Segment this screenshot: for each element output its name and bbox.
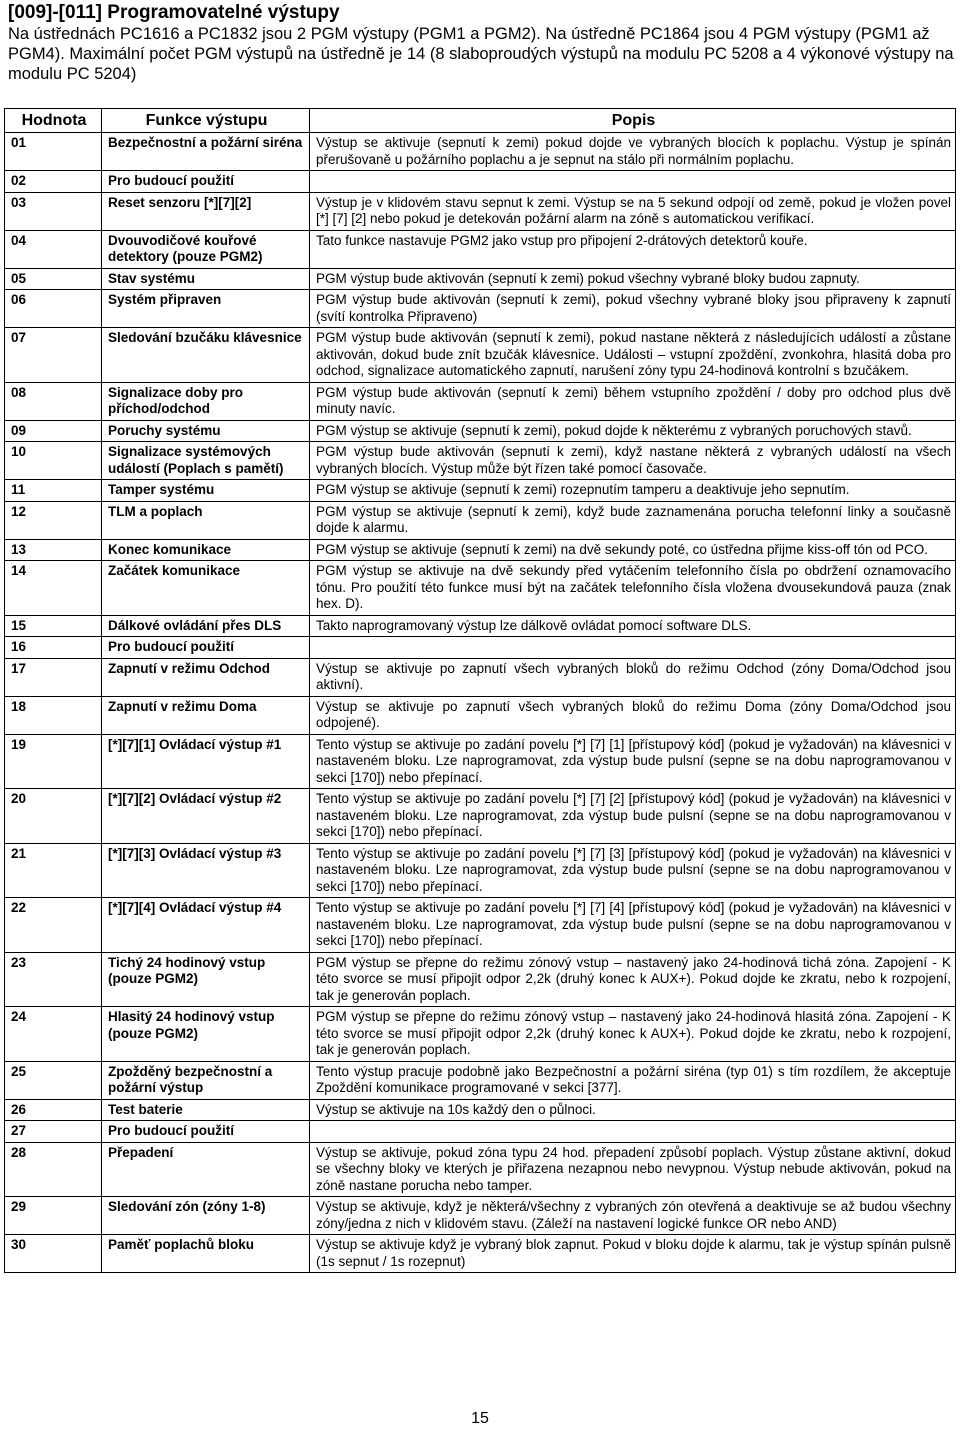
cell-description: PGM výstup se aktivuje (sepnutí k zemi) rozepnutím tamperu a deaktivuje jeho sepnutím.	[310, 480, 956, 502]
cell-function: [*][7][2] Ovládací výstup #2	[102, 789, 310, 844]
cell-value: 19	[5, 734, 102, 789]
header-hodnota: Hodnota	[5, 109, 102, 133]
cell-function: Reset senzoru [*][7][2]	[102, 192, 310, 230]
cell-function: Konec komunikace	[102, 539, 310, 561]
cell-description: Tento výstup se aktivuje po zadání povelu [*] [7] [4] [přístupový kód] (pokud je vyžadován) na klávesnici v nastaveném bloku. Lze naprogramovat, zda výstup bude pulsní (sepne se na dobu naprogramovanou v sekci [170]) nebo přepínací.	[310, 898, 956, 953]
cell-value: 03	[5, 192, 102, 230]
cell-function: Zapnutí v režimu Odchod	[102, 658, 310, 696]
table-row	[5, 420, 956, 442]
cell-value: 22	[5, 898, 102, 953]
cell-description: PGM výstup bude aktivován (sepnutí k zemi) během vstupního zpoždění / doby pro odchod plus dvě minuty navíc.	[310, 382, 956, 420]
header-popis: Popis	[310, 109, 956, 133]
cell-value: 18	[5, 696, 102, 734]
cell-function: Přepadení	[102, 1142, 310, 1197]
cell-description: PGM výstup se aktivuje na dvě sekundy před vytáčením telefonního čísla po obdržení oznamovacího tónu. Pro použití této funkce musí být na začátek telefonního čísla vložena dvousekundová pauza (znak hex. D).	[310, 561, 956, 616]
table-row	[5, 843, 956, 898]
cell-description	[310, 171, 956, 193]
table-row	[5, 1235, 956, 1273]
cell-description: Tento výstup se aktivuje po zadání povelu [*] [7] [3] [přístupový kód] (pokud je vyžadován) na klávesnici v nastaveném bloku. Lze naprogramovat, zda výstup bude pulsní (sepne se na dobu naprogramovanou v sekci [170]) nebo přepínací.	[310, 843, 956, 898]
cell-function: Pro budoucí použití	[102, 171, 310, 193]
cell-function: Dvouvodičové kouřové detektory (pouze PGM2)	[102, 230, 310, 268]
cell-function: TLM a poplach	[102, 501, 310, 539]
cell-description: Výstup se aktivuje na 10s každý den o půlnoci.	[310, 1099, 956, 1121]
cell-function: [*][7][4] Ovládací výstup #4	[102, 898, 310, 953]
cell-description: PGM výstup se aktivuje (sepnutí k zemi) na dvě sekundy poté, co ústředna přijme kiss-off tón od PCO.	[310, 539, 956, 561]
cell-value: 29	[5, 1197, 102, 1235]
table-header-row	[5, 109, 956, 133]
cell-function: Začátek komunikace	[102, 561, 310, 616]
header-funkce: Funkce výstupu	[102, 109, 310, 133]
cell-value: 14	[5, 561, 102, 616]
table-row	[5, 1099, 956, 1121]
cell-value: 27	[5, 1121, 102, 1143]
cell-value: 04	[5, 230, 102, 268]
table-row	[5, 1197, 956, 1235]
table-row	[5, 1142, 956, 1197]
cell-function: Bezpečnostní a požární siréna	[102, 133, 310, 171]
cell-function: Systém připraven	[102, 290, 310, 328]
cell-value: 11	[5, 480, 102, 502]
cell-value: 23	[5, 952, 102, 1007]
cell-function: Sledování bzučáku klávesnice	[102, 328, 310, 383]
table-row	[5, 268, 956, 290]
table-row	[5, 615, 956, 637]
cell-value: 21	[5, 843, 102, 898]
page-number: 15	[471, 1410, 489, 1427]
cell-value: 20	[5, 789, 102, 844]
table-row	[5, 480, 956, 502]
cell-function: Stav systému	[102, 268, 310, 290]
cell-value: 10	[5, 442, 102, 480]
cell-value: 06	[5, 290, 102, 328]
table-row	[5, 501, 956, 539]
table-row	[5, 1061, 956, 1099]
cell-description: PGM výstup se aktivuje (sepnutí k zemi), pokud dojde k některému z vybraných poruchových stavů.	[310, 420, 956, 442]
cell-value: 08	[5, 382, 102, 420]
cell-value: 13	[5, 539, 102, 561]
cell-description: Výstup je v klidovém stavu sepnut k zemi. Výstup se na 5 sekund odpojí od země, pokud je vložen povel [*] [7] [2] nebo pokud je detekován požární alarm na zóně s automatickou verifikací.	[310, 192, 956, 230]
cell-function: Test baterie	[102, 1099, 310, 1121]
cell-value: 09	[5, 420, 102, 442]
cell-description: Tato funkce nastavuje PGM2 jako vstup pro připojení 2-drátových detektorů kouře.	[310, 230, 956, 268]
table-row	[5, 382, 956, 420]
cell-function: [*][7][1] Ovládací výstup #1	[102, 734, 310, 789]
table-row	[5, 133, 956, 171]
intro-paragraph: Na ústřednách PC1616 a PC1832 jsou 2 PGM výstupy (PGM1 a PGM2). Na ústředně PC1864 jsou 4 PGM výstupy (PGM1 až PGM4). Maximální počet PGM výstupů na ústředně je 14 (8 slaboproudých výstupů na modulu PC 5208 a 4 výkonové výstupy na modulu PC 5204)	[8, 25, 954, 83]
cell-value: 17	[5, 658, 102, 696]
table-row	[5, 442, 956, 480]
cell-function: Tichý 24 hodinový vstup (pouze PGM2)	[102, 952, 310, 1007]
cell-description: PGM výstup se aktivuje (sepnutí k zemi), když bude zaznamenána porucha telefonní linky a současně dojde k alarmu.	[310, 501, 956, 539]
cell-value: 01	[5, 133, 102, 171]
cell-function: Dálkové ovládání přes DLS	[102, 615, 310, 637]
cell-function: Paměť poplachů bloku	[102, 1235, 310, 1273]
cell-function: Pro budoucí použití	[102, 1121, 310, 1143]
cell-description: Výstup se aktivuje když je vybraný blok zapnut. Pokud v bloku dojde k alarmu, tak je výstup spínán pulsně (1s sepnut / 1s rozepnut)	[310, 1235, 956, 1273]
table-row	[5, 230, 956, 268]
cell-description: Výstup se aktivuje, pokud zóna typu 24 hod. přepadení způsobí poplach. Výstup zůstane aktivní, dokud se všechny bloky ve kterých je přiřazena nezapnou nebo nevypnou. Výstup nebude aktivován, pokud na zóně nastane porucha nebo tamper.	[310, 1142, 956, 1197]
cell-description	[310, 637, 956, 659]
cell-function: Sledování zón (zóny 1-8)	[102, 1197, 310, 1235]
table-row	[5, 171, 956, 193]
cell-function: Poruchy systému	[102, 420, 310, 442]
cell-description: Takto naprogramovaný výstup lze dálkově ovládat pomocí software DLS.	[310, 615, 956, 637]
cell-value: 07	[5, 328, 102, 383]
table-row	[5, 1121, 956, 1143]
cell-value: 15	[5, 615, 102, 637]
cell-function: Signalizace doby pro příchod/odchod	[102, 382, 310, 420]
cell-value: 26	[5, 1099, 102, 1121]
cell-value: 16	[5, 637, 102, 659]
cell-value: 24	[5, 1007, 102, 1062]
table-row	[5, 328, 956, 383]
cell-description: PGM výstup bude aktivován (sepnutí k zemi), když nastane některá z vybraných událostí na všech vybraných blocích. Výstup může být řízen také pomocí časovače.	[310, 442, 956, 480]
cell-description: PGM výstup se přepne do režimu zónový vstup – nastavený jako 24-hodinová hlasitá zóna. Zapojení - K této svorce se musí připojit odpor 2,2k (druhý konec k AUX+). Pokud dojde ke zkratu, nebo k rozpojení, tak je generován poplach.	[310, 1007, 956, 1062]
cell-description: Tento výstup pracuje podobně jako Bezpečnostní a požární siréna (typ 01) s tím rozdílem, že akceptuje Zpoždění komunikace programované v sekci [377].	[310, 1061, 956, 1099]
cell-description: Tento výstup se aktivuje po zadání povelu [*] [7] [1] [přístupový kód] (pokud je vyžadován) na klávesnici v nastaveném bloku. Lze naprogramovat, zda výstup bude pulsní (sepne se na dobu naprogramovanou v sekci [170]) nebo přepínací.	[310, 734, 956, 789]
cell-description: PGM výstup bude aktivován (sepnutí k zemi) pokud všechny vybrané bloky budou zapnuty.	[310, 268, 956, 290]
section-title: [009]-[011] Programovatelné výstupy	[8, 2, 340, 23]
cell-description: Výstup se aktivuje, když je některá/všechny z vybraných zón otevřená a deaktivuje se až budou všechny zóny/jedna z nich v klidovém stavu. (Záleží na nastavení logické funkce OR nebo AND)	[310, 1197, 956, 1235]
table-row	[5, 734, 956, 789]
table-row	[5, 539, 956, 561]
cell-description: PGM výstup bude aktivován (sepnutí k zemi), pokud nastane některá z následujících událostí a zůstane aktivován, dokud bude znít bzučák klávesnice. Události – vstupní zpoždění, zvonkohra, hlasitá doba pro odchod, signalizace automatického zapnutí, narušení zóny typu 24-hodinová kontrolní s bzučákem.	[310, 328, 956, 383]
cell-function: Hlasitý 24 hodinový vstup (pouze PGM2)	[102, 1007, 310, 1062]
cell-description: Výstup se aktivuje (sepnutí k zemi) pokud dojde ve vybraných blocích k poplachu. Výstup je spínán přerušovaně u požárního poplachu a je sepnut na stálo při normálním poplachu.	[310, 133, 956, 171]
cell-description	[310, 1121, 956, 1143]
cell-value: 30	[5, 1235, 102, 1273]
table-row	[5, 952, 956, 1007]
cell-description: PGM výstup bude aktivován (sepnutí k zemi), pokud všechny vybrané bloky jsou připraveny k zapnutí (svítí kontrolka Připraveno)	[310, 290, 956, 328]
cell-description: Tento výstup se aktivuje po zadání povelu [*] [7] [2] [přístupový kód] (pokud je vyžadován) na klávesnici v nastaveném bloku. Lze naprogramovat, zda výstup bude pulsní (sepne se na dobu naprogramovanou v sekci [170]) nebo přepínací.	[310, 789, 956, 844]
cell-value: 12	[5, 501, 102, 539]
table-row	[5, 561, 956, 616]
cell-value: 02	[5, 171, 102, 193]
cell-description: PGM výstup se přepne do režimu zónový vstup – nastavený jako 24-hodinová tichá zóna. Zapojení - K této svorce se musí připojit odpor 2,2k (druhý konec k AUX+). Pokud dojde ke zkratu, nebo k rozpojení, tak je generován poplach.	[310, 952, 956, 1007]
table-row	[5, 658, 956, 696]
cell-value: 05	[5, 268, 102, 290]
table-row	[5, 898, 956, 953]
table-row	[5, 789, 956, 844]
table-row	[5, 637, 956, 659]
cell-function: [*][7][3] Ovládací výstup #3	[102, 843, 310, 898]
table-row	[5, 192, 956, 230]
cell-function: Zapnutí v režimu Doma	[102, 696, 310, 734]
table-row	[5, 696, 956, 734]
table-row	[5, 290, 956, 328]
cell-function: Tamper systému	[102, 480, 310, 502]
cell-value: 25	[5, 1061, 102, 1099]
table-row	[5, 1007, 956, 1062]
cell-description: Výstup se aktivuje po zapnutí všech vybraných bloků do režimu Doma (zóny Doma/Odchod jsou odpojené).	[310, 696, 956, 734]
cell-function: Pro budoucí použití	[102, 637, 310, 659]
cell-function: Signalizace systémových událostí (Poplach s pamětí)	[102, 442, 310, 480]
cell-value: 28	[5, 1142, 102, 1197]
cell-description: Výstup se aktivuje po zapnutí všech vybraných bloků do režimu Odchod (zóny Doma/Odchod jsou aktivní).	[310, 658, 956, 696]
pgm-output-table	[4, 108, 956, 1273]
cell-function: Zpožděný bezpečnostní a požární výstup	[102, 1061, 310, 1099]
